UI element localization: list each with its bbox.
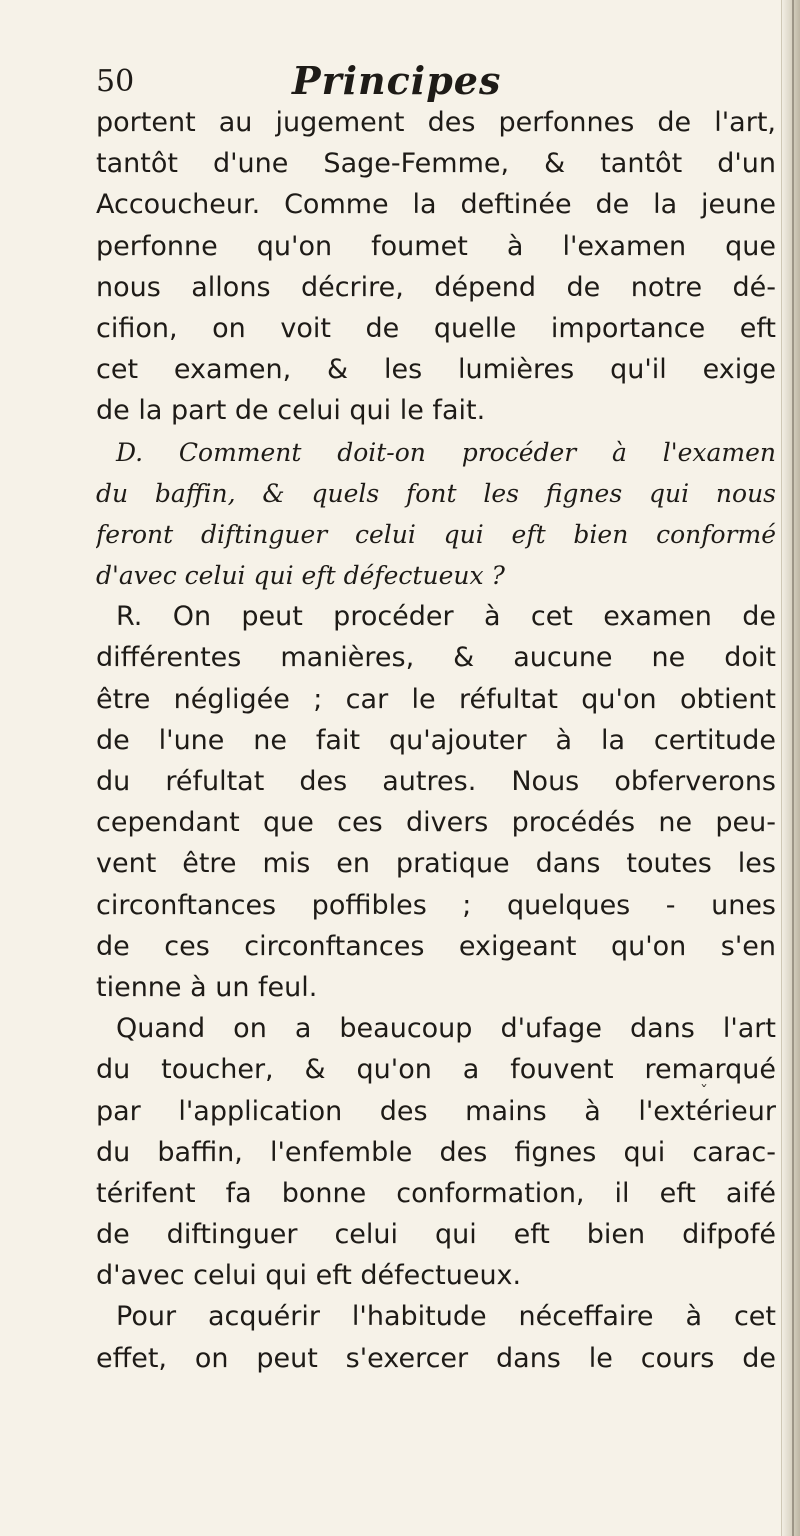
running-title: Principes <box>292 58 502 103</box>
text-line: cifion, on voit de quelle importance eft <box>96 312 776 344</box>
text-line: Pour acquérir l'habitude néceffaire à cet <box>116 1301 776 1333</box>
text-line: être négligée ; car le réfultat qu'on obtient <box>96 683 776 715</box>
text-line: de l'une ne fait qu'ajouter à la certitude <box>96 724 776 756</box>
text-line: de diftinguer celui qui eft bien difpofé <box>96 1219 776 1251</box>
text-line: du baffin, & quels font les fignes qui nous <box>96 478 776 508</box>
text-line: D. Comment doit-on procéder à l'examen <box>116 437 776 467</box>
text-line: du baffin, l'enfemble des fignes qui carac- <box>96 1136 776 1168</box>
text-line: de la part de celui qui le fait. <box>96 395 486 427</box>
signature-mark: ˇ <box>700 1082 708 1101</box>
text-line: vent être mis en pratique dans toutes les <box>96 848 776 880</box>
body-text <box>96 102 776 1379</box>
text-line: nous allons décrire, dépend de notre dé- <box>96 271 776 303</box>
text-line: d'avec celui qui eft défectueux ? <box>96 561 505 591</box>
text-line: tantôt d'une Sage-Femme, & tantôt d'un <box>96 148 776 180</box>
text-line: d'avec celui qui eft défectueux. <box>96 1260 522 1292</box>
text-line: Quand on a beaucoup d'ufage dans l'art <box>116 1013 776 1045</box>
text-line: portent au jugement des perfonnes de l'art, <box>96 107 776 138</box>
text-line: tienne à un feul. <box>96 971 318 1003</box>
text-line: feront diftinguer celui qui eft bien conformé <box>96 519 776 549</box>
text-line: cependant que ces divers procédés ne peu- <box>96 807 776 839</box>
text-line: térifent fa bonne conformation, il eft aifé <box>96 1177 776 1209</box>
text-line: Accoucheur. Comme la deftinée de la jeune <box>96 189 776 221</box>
text-line: par l'application des mains à l'extérieur <box>96 1095 776 1127</box>
text-line: effet, on peut s'exercer dans le cours de <box>96 1342 776 1374</box>
text-line: du toucher, & qu'on a fouvent remarqué <box>96 1054 776 1086</box>
page-edge-line <box>792 0 794 1536</box>
text-line: cet examen, & les lumières qu'il exige <box>96 354 776 386</box>
text-line: circonftances poffibles ; quelques - unes <box>96 889 776 921</box>
text-line: perfonne qu'on foumet à l'examen que <box>96 230 776 262</box>
page-edge <box>781 0 800 1536</box>
text-line: R. On peut procéder à cet examen de <box>116 601 776 633</box>
text-line: du réfultat des autres. Nous obferverons <box>96 766 776 797</box>
text-line: différentes manières, & aucune ne doit <box>96 642 776 674</box>
page-number: 50 <box>96 64 135 99</box>
text-line: de ces circonftances exigeant qu'on s'en <box>96 930 776 962</box>
